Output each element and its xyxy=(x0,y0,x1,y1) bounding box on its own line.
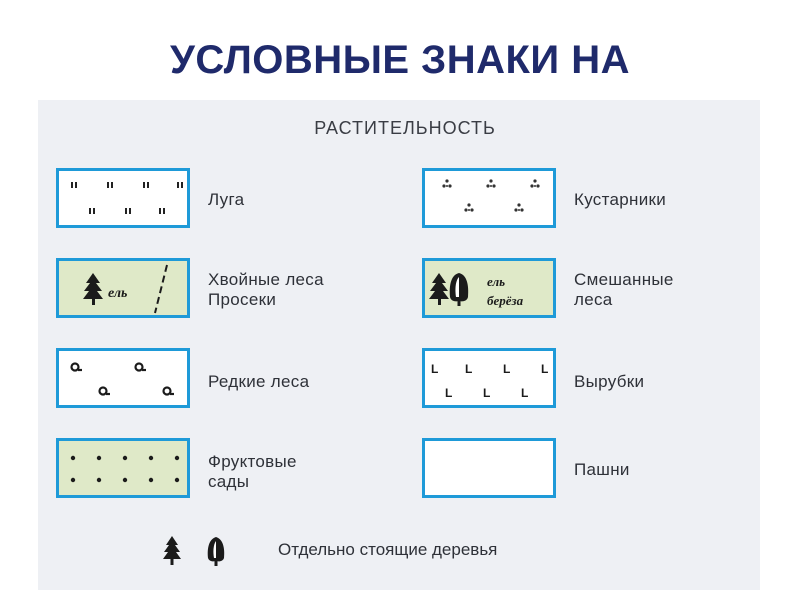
arable-land-label: Пашни xyxy=(574,460,630,479)
meadows-label: Луга xyxy=(208,190,245,209)
sparse-forest-label: Редкие леса xyxy=(208,372,310,391)
felling-symbol xyxy=(422,348,556,408)
section-heading: РАСТИТЕЛЬНОСТЬ xyxy=(314,118,496,138)
orchards-label: Фруктовые сады xyxy=(208,452,297,491)
orchards-pattern xyxy=(59,441,187,495)
conifer-forest-symbol xyxy=(56,258,190,318)
meadows-symbol xyxy=(56,168,190,228)
felling-mark: L xyxy=(521,386,529,400)
felling-label: Вырубки xyxy=(574,372,645,391)
mixed-forest-pattern xyxy=(425,261,553,315)
felling-mark: L xyxy=(503,362,511,376)
sparse-forest-pattern xyxy=(59,351,187,405)
shrubs-symbol xyxy=(422,168,556,228)
mixed-species-text-2: берёза xyxy=(487,293,524,308)
mixed-forest-label: Смешанные леса xyxy=(574,270,674,309)
single-deciduous-icon xyxy=(208,537,224,566)
felling-mark: L xyxy=(465,362,473,376)
conifer-species-text: ель xyxy=(108,286,128,301)
mixed-forest-symbol xyxy=(422,258,556,318)
slide-title: УСЛОВНЫЕ ЗНАКИ НА xyxy=(169,38,631,82)
single-trees-label: Отдельно стоящие деревья xyxy=(278,540,498,559)
deciduous-tree-icon xyxy=(450,273,468,306)
mixed-species-text-1: ель xyxy=(487,274,506,289)
single-spruce-icon xyxy=(163,536,181,565)
meadows-pattern xyxy=(59,171,187,225)
shrubs-pattern xyxy=(425,171,553,225)
felling-mark: L xyxy=(483,386,491,400)
sparse-forest-symbol xyxy=(56,348,190,408)
conifer-forest-pattern xyxy=(59,261,187,315)
shrubs-label: Кустарники xyxy=(574,190,667,209)
spruce-tree-icon xyxy=(429,273,449,305)
felling-pattern xyxy=(425,351,553,405)
orchards-symbol xyxy=(56,438,190,498)
spruce-tree-icon xyxy=(83,273,103,305)
arable-land-symbol xyxy=(422,438,556,498)
conifer-forest-label: Хвойные леса Просеки xyxy=(208,270,324,309)
felling-mark: L xyxy=(541,362,549,376)
felling-mark: L xyxy=(445,386,453,400)
clearing-line xyxy=(155,265,167,313)
single-trees-icons xyxy=(160,534,240,574)
felling-mark: L xyxy=(431,362,439,376)
